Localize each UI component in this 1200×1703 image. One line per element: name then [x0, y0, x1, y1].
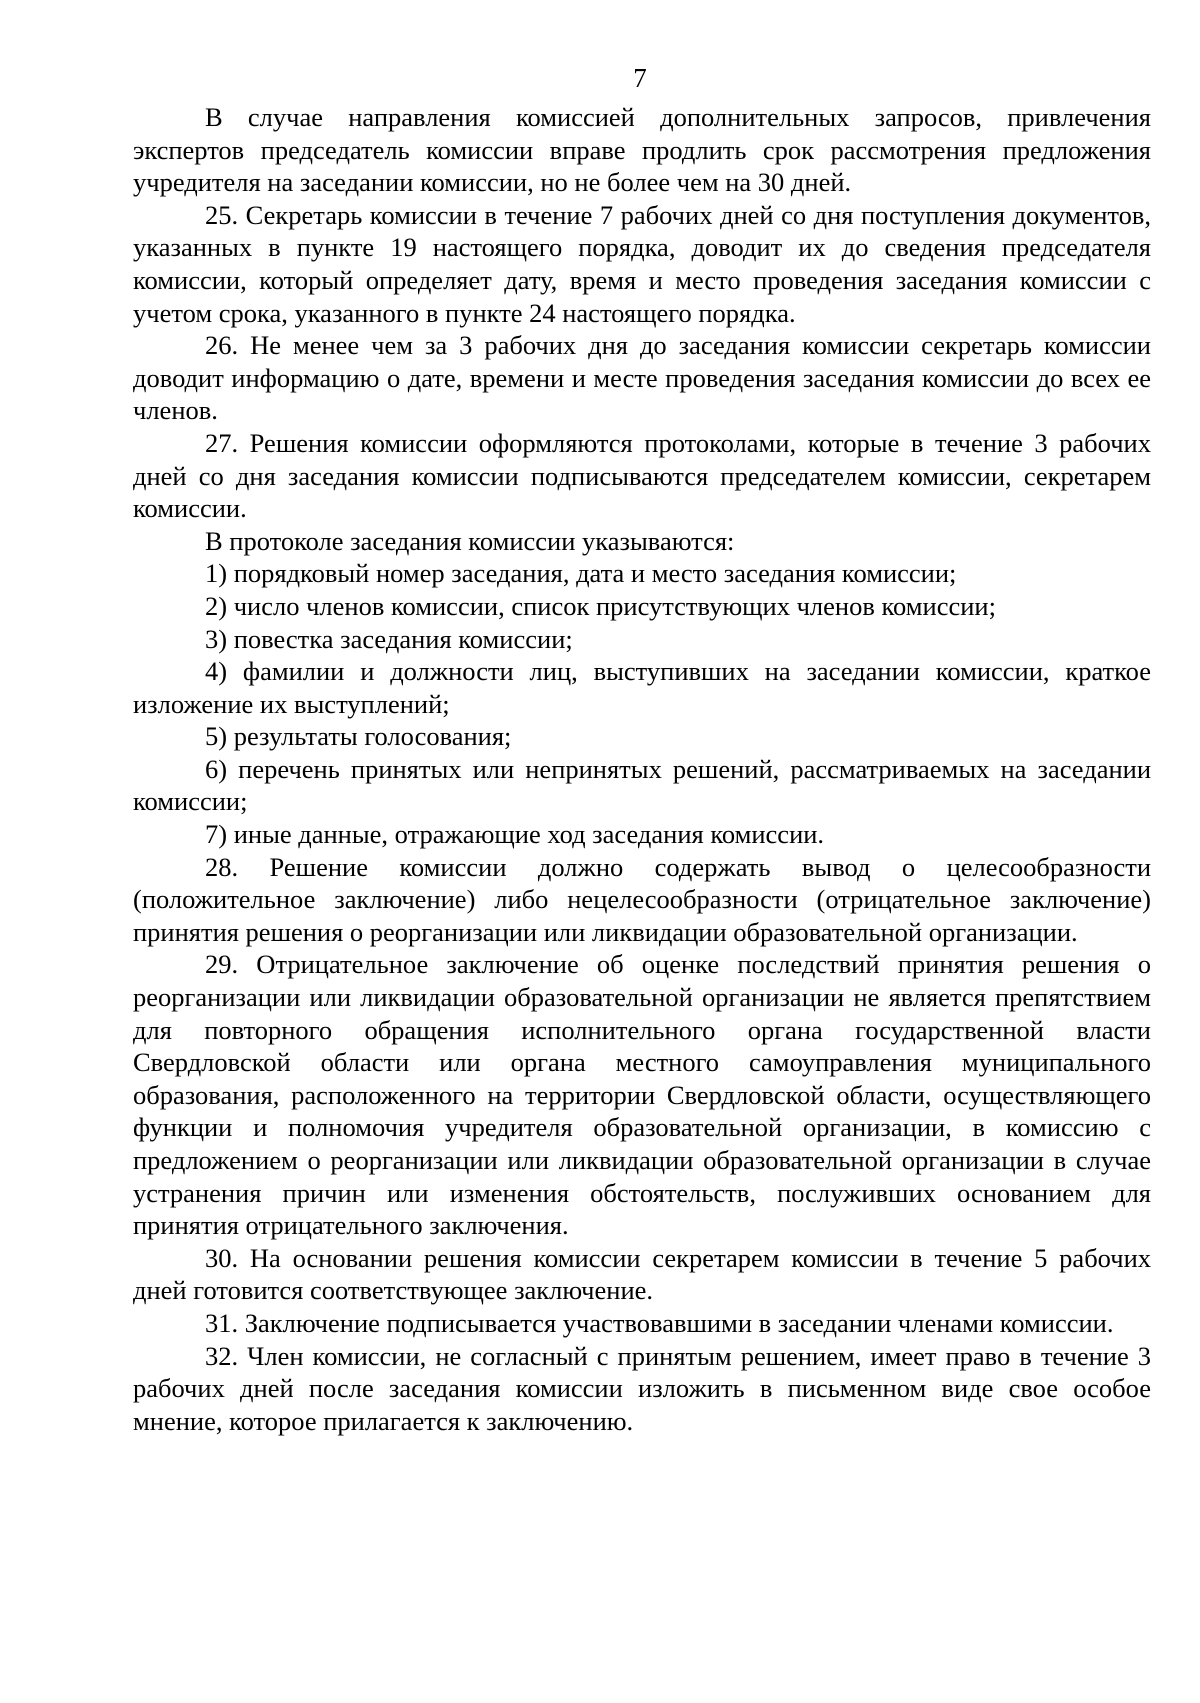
paragraph-27: 27. Решения комиссии оформляются протоколами, которые в течение 3 рабочих дней со дня заседания комиссии подписываются председателем комиссии, секретарем комиссии.	[133, 427, 1151, 524]
list-item-1: 1) порядковый номер заседания, дата и место заседания комиссии;	[205, 558, 957, 589]
page-number: 7	[633, 63, 647, 93]
paragraph-extension-note: В случае направления комиссией дополнительных запросов, привлечения экспертов председатель комиссии вправе продлить срок рассмотрения предложения учредителя на заседании комиссии, но не более чем на 30 дней.	[133, 102, 1151, 198]
list-item-2: 2) число членов комиссии, список присутствующих членов комиссии;	[205, 590, 996, 621]
paragraph-30: 30. На основании решения комиссии секретарем комиссии в течение 5 рабочих дней готовится соответствующее заключение.	[133, 1242, 1151, 1306]
paragraph-26: 26. Не менее чем за 3 рабочих дня до заседания комиссии секретарь комиссии доводит информацию о дате, времени и месте проведения заседания комиссии до всех ее членов.	[133, 330, 1151, 426]
list-item-7: 7) иные данные, отражающие ход заседания комиссии.	[205, 819, 825, 850]
document-body	[133, 101, 1151, 1437]
paragraph-25: 25. Секретарь комиссии в течение 7 рабочих дней со дня поступления документов, указанных в пункте 19 настоящего порядка, доводит их до сведения председателя комиссии, который определяет дату, время и место проведения заседания комиссии с учетом срока, указанного в пункте 24 настоящего порядка.	[133, 199, 1151, 328]
paragraph-protocol-intro: В протоколе заседания комиссии указываются:	[205, 525, 735, 556]
paragraph-29: 29. Отрицательное заключение об оценке последствий принятия решения о реорганизации или ликвидации образовательной организации не является препятствием для повторного обращения исполнительного органа государственной власти Свердловской области или органа местного самоуправления муниципального образования, расположенного на территории Свердловской области, осуществляющего функции и полномочия учредителя образовательной организации, в комиссию с предложением о реорганизации или ликвидации образовательной организации в случае устранения причин или изменения обстоятельств, послуживших основанием для принятия отрицательного заключения.	[133, 949, 1151, 1241]
paragraph-28: 28. Решение комиссии должно содержать вывод о целесообразности (положительное заключение) либо нецелесообразности (отрицательное заключение) принятия решения о реорганизации или ликвидации образовательной организации.	[133, 851, 1151, 947]
paragraph-31: 31. Заключение подписывается участвовавшими в заседании членами комиссии.	[205, 1307, 1114, 1338]
list-item-5: 5) результаты голосования;	[205, 721, 512, 752]
list-item-6: 6) перечень принятых или непринятых решений, рассматриваемых на заседании комиссии;	[133, 753, 1151, 817]
list-item-3: 3) повестка заседания комиссии;	[205, 623, 573, 654]
list-item-4: 4) фамилии и должности лиц, выступивших на заседании комиссии, краткое изложение их выступлений;	[133, 656, 1151, 719]
paragraph-32: 32. Член комиссии, не согласный с принятым решением, имеет право в течение 3 рабочих дней после заседания комиссии изложить в письменном виде свое особое мнение, которое прилагается к заключению.	[133, 1340, 1151, 1436]
